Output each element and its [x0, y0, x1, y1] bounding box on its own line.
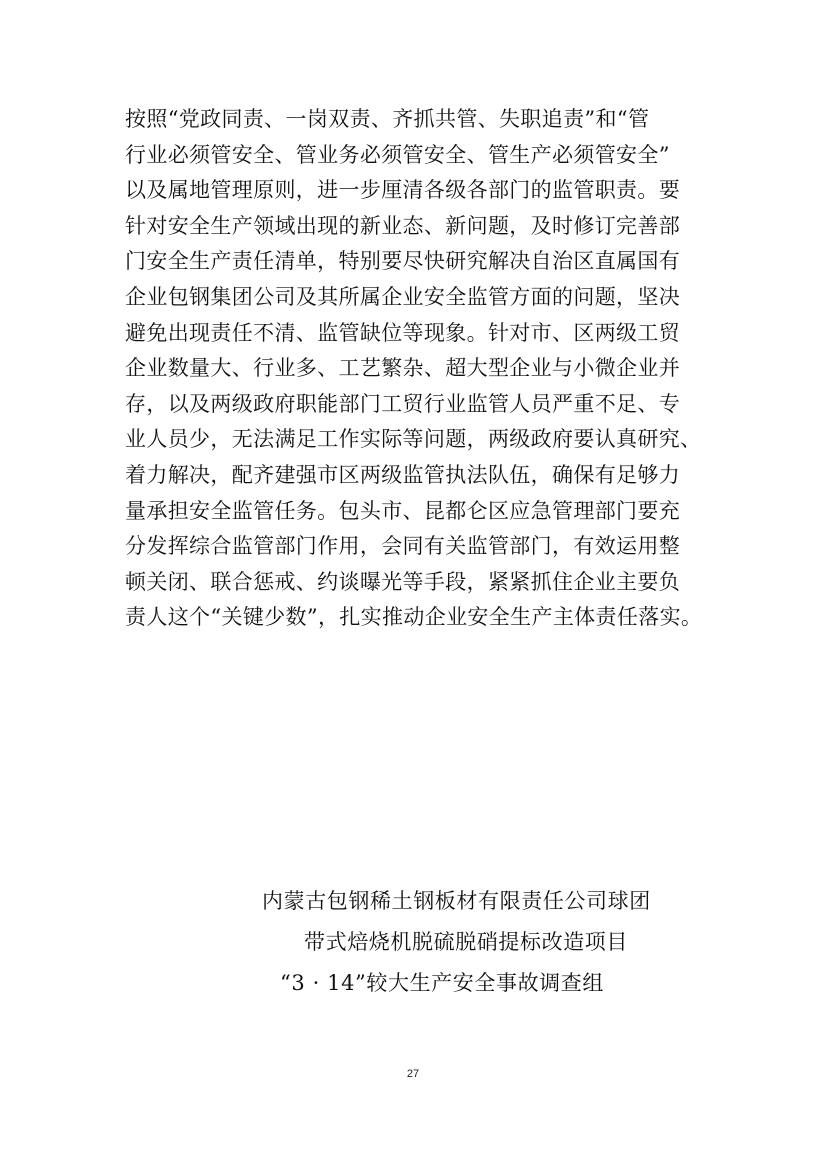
paragraph-line: 业人员少，无法满足工作实际等问题，两级政府要认真研究、 — [125, 427, 702, 452]
paragraph-line: 按照“党政同责、一岗双责、齐抓共管、失职追责”和“管 — [125, 107, 650, 131]
paragraph-line: 行业必须管安全、管业务必须管安全、管生产必须管安全” — [125, 142, 670, 167]
paragraph-line: 着力解决，配齐建强市区两级监管执法队伍，确保有足够力 — [125, 462, 681, 487]
paragraph-line: 避免出现责任不清、监管缺位等现象。针对市、区两级工贸 — [125, 320, 681, 345]
page-number: 27 — [406, 1068, 420, 1080]
paragraph-line: 量承担安全监管任务。包头市、昆都仑区应急管理部门要充 — [125, 498, 681, 523]
paragraph-line: 门安全生产责任清单，特别要尽快研究解决自治区直属国有 — [125, 249, 681, 274]
signature-project: 带式焙烧机脱硫脱硝提标改造项目 — [304, 930, 628, 954]
paragraph-line: 企业数量大、行业多、工艺繁杂、超大型企业与小微企业并 — [125, 356, 681, 381]
paragraph-line: 顿关闭、联合惩戒、约谈曝光等手段，紧紧抓住企业主要负 — [125, 569, 681, 594]
paragraph-line: 针对安全生产领域出现的新业态、新问题，及时修订完善部 — [125, 213, 681, 238]
paragraph-line: 存，以及两级政府职能部门工贸行业监管人员严重不足、专 — [125, 391, 681, 416]
paragraph-line: 责人这个“关键少数”，扎实推动企业安全生产主体责任落实。 — [125, 605, 703, 630]
signature-company: 内蒙古包钢稀土钢板材有限责任公司球团 — [262, 889, 651, 913]
paragraph-line: 企业包钢集团公司及其所属企业安全监管方面的问题，坚决 — [125, 284, 681, 309]
paragraph-line: 以及属地管理原则，进一步厘清各级各部门的监管职责。要 — [125, 178, 681, 203]
signature-investigation-team: “3 · 14”较大生产安全事故调查组 — [280, 971, 604, 995]
body-paragraph — [125, 102, 715, 636]
paragraph-line: 分发挥综合监管部门作用，会同有关监管部门，有效运用整 — [125, 534, 681, 559]
